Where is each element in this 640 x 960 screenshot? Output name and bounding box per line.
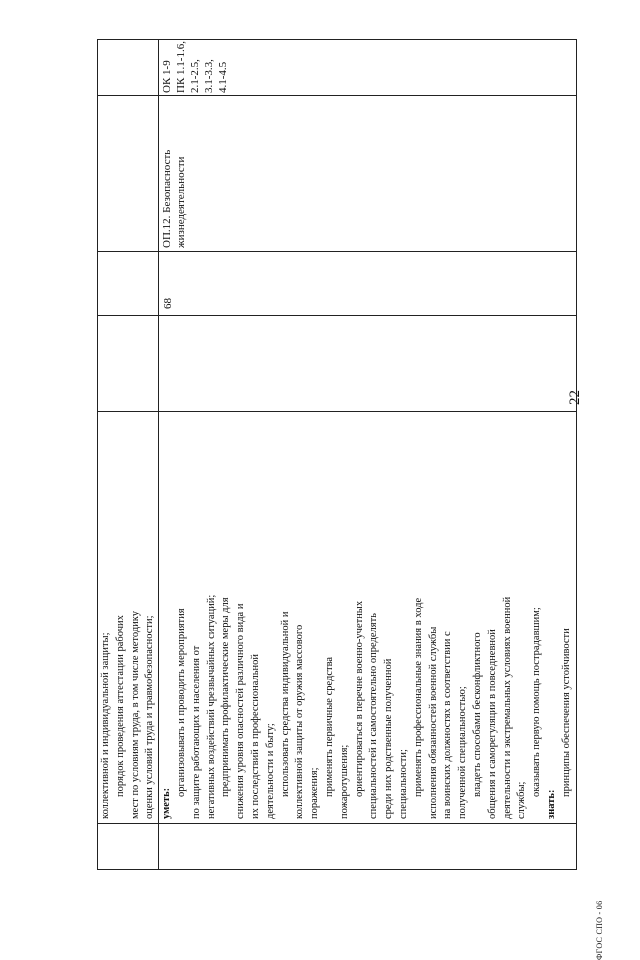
- competence-line: 2.1-2.5,: [189, 59, 202, 93]
- text-line: использовать средства индивидуальной и: [279, 611, 291, 797]
- hours-value: 68: [162, 298, 175, 309]
- text-line: негативных воздействий чрезвычайных ситуаций;: [205, 594, 217, 819]
- empty-cell: [98, 316, 159, 412]
- empty-cell: [159, 316, 577, 412]
- empty-cell: [159, 824, 577, 870]
- discipline-cell: [159, 96, 577, 252]
- table-row-discipline: [159, 40, 577, 870]
- text-line: их последствий в профессиональной: [249, 654, 261, 819]
- competence-line: ПК 1.1-1.6,: [175, 41, 188, 93]
- text-line: полученной специальностью;: [457, 686, 469, 819]
- text-line: применять первичные средства: [323, 656, 335, 797]
- text-line: оказывать первую помощь пострадавшим;: [531, 607, 543, 797]
- text-line: поражения;: [309, 767, 321, 819]
- competence-line: 3.1-3.3,: [203, 59, 216, 93]
- text-line: пожаротушения;: [338, 744, 350, 819]
- text-line: специальностей и самостоятельно определять: [368, 613, 380, 819]
- empty-cell: [98, 824, 159, 870]
- text-line: снижения уровня опасностей различного вида и: [235, 603, 247, 819]
- discipline-line: жизнедеятельности: [175, 156, 188, 248]
- table-row-previous: [98, 40, 159, 870]
- prev-content-cell: [98, 412, 159, 824]
- text-line: владеть способами бесконфликтного: [471, 632, 483, 797]
- text-line: службы;: [516, 781, 528, 819]
- text-line: на воинских должностях в соответствии с: [442, 631, 454, 819]
- text-line: среди них родственные полученной: [383, 658, 395, 819]
- competence-line: 4.1-4.5: [217, 61, 230, 93]
- text-line: исполнения обязанностей военной службы: [427, 626, 439, 819]
- text-line: общения и саморегуляции в повседневной: [486, 629, 498, 819]
- text-line: коллективной защиты от оружия массового: [294, 624, 306, 819]
- text-line: ориентироваться в перечне военно-учетных: [353, 600, 365, 797]
- text-line: специальности;: [397, 749, 409, 819]
- text-line: принципы обеспечения устойчивости: [560, 628, 572, 797]
- empty-cell: [98, 252, 159, 316]
- skills-knowledge-cell: [159, 412, 577, 824]
- competence-cell: [159, 40, 577, 96]
- text-line: организовывать и проводить мероприятия: [175, 608, 187, 797]
- curriculum-table: [97, 39, 577, 870]
- text-line: деятельности и быту;: [264, 723, 276, 819]
- empty-cell: [98, 96, 159, 252]
- competence-line: ОК 1-9: [161, 60, 174, 93]
- text-line: оценки условий труда и травмобезопасности;: [144, 615, 156, 819]
- text-line: порядок проведения аттестации рабочих: [114, 615, 126, 797]
- text-line: предпринимать профилактические меры для: [220, 597, 232, 797]
- rotated-page: [97, 40, 604, 960]
- text-line: применять профессиональные знания в ходе: [412, 597, 424, 797]
- empty-cell: [98, 40, 159, 96]
- knowledge-heading: знать:: [545, 789, 557, 819]
- text-line: мест по условиям труда, в том числе методику: [129, 611, 141, 819]
- text-line: деятельности и экстремальных условиях военной: [501, 596, 513, 819]
- discipline-line: ОП.12. Безопасность: [161, 149, 174, 248]
- skills-heading: уметь:: [161, 787, 173, 819]
- text-line: коллективной и индивидуальной защиты;: [100, 632, 111, 819]
- footer-text: ФГОС СПО - 06: [595, 900, 604, 960]
- hours-cell: [159, 252, 577, 316]
- page-number: 22: [567, 390, 583, 405]
- text-line: по защите работающих и населения от: [190, 645, 202, 819]
